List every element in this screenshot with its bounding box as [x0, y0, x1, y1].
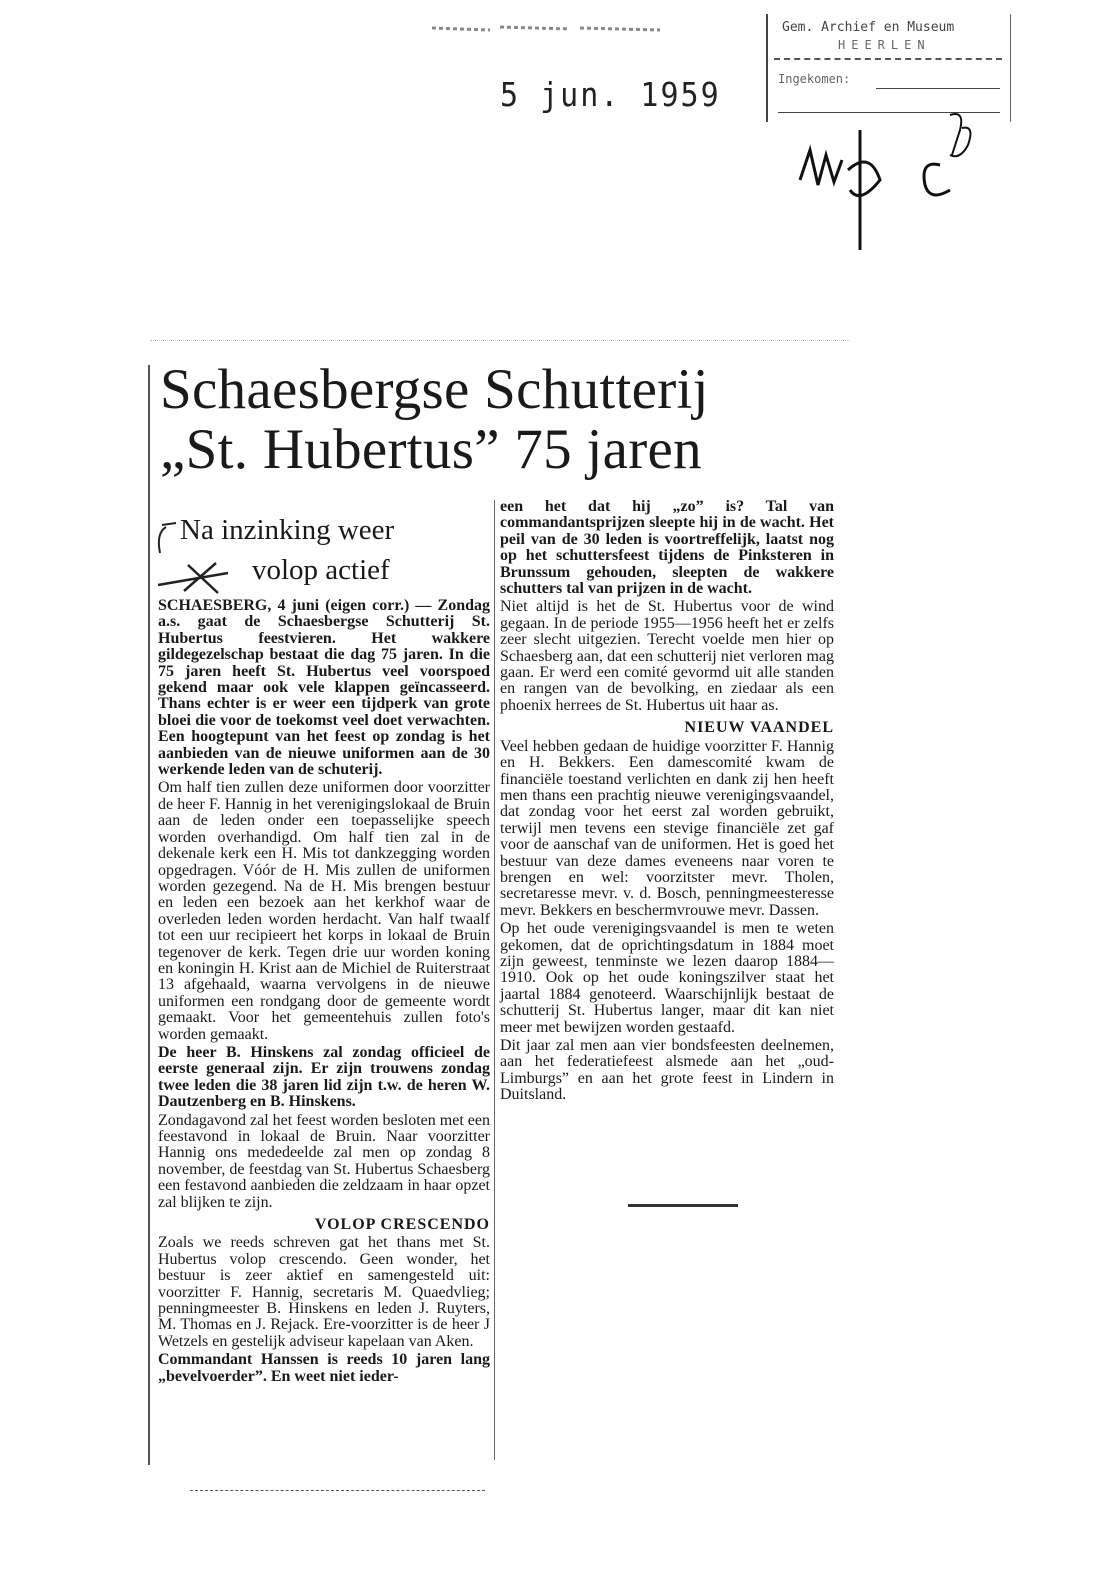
- paragraph: Op het oude verenigingsvaandel is men te weten gekomen, dat de oprichtingsdatum in 1884 moet zijn geweest, tenminste we lezen daarop 1884—1910. Ook op het oude koningszilver staat het jaartal 1884 genoteerd. Waarschijnlijk bestaat de schutterij St. Hubertus langer, maar dit kan niet meer met bewijzen worden gestaafd.: [500, 920, 834, 1036]
- subhead-line-2: volop actief: [252, 554, 390, 586]
- paragraph: Veel hebben gedaan de huidige voorzitter F. Hannig en H. Bekkers. Een damescomité kwam de financiële toestand verlichten en dank zij hen heeft men thans een prachtig nieuwe verenigingsvaandel, dat zondag voor het eerst zal worden gebruikt, terwijl men tevens een stevige financiële zet gaf voor de aanschaf van de uniformen. Het is goed het bestuur van deze dames eveneens naar voren te brengen en wel: voorzitster mevr. Tholen, secretaresse mevr. v. d. Bosch, penningmeesteresse mevr. Bekkers en beschermvrouwe mevr. Dassen.: [500, 737, 834, 919]
- subhead-line-1: Na inzinking weer: [180, 514, 395, 546]
- archive-stamp-field-line: [876, 88, 1000, 89]
- paragraph: Zondagavond zal het feest worden besloten met een feestavond in lokaal de Bruin. Naar voorzitter Hannig ons mededeelde zal men op zondag 8 november, de feestdag van St. Hubertus Schaesberg een festavond aanbieden die zeldzaam in haar opzet zal blijken te zijn.: [158, 1111, 490, 1211]
- paragraph: een het dat hij „zo” is? Tal van commandantsprijzen sleepte hij in de wacht. Het peil van de 30 leden is voortreffelijk, laatst nog op het schuttersfeest tijdens de Pinksteren in Brunssum gehouden, sleepten de wakkere schutters tal van prijzen in de wacht.: [500, 498, 834, 598]
- faded-stamp-text: [430, 18, 670, 42]
- archive-stamp-divider: [774, 58, 1002, 60]
- paragraph: De heer B. Hinskens zal zondag officieel de eerste generaal zijn. Er zijn trouwens zondag twee leden die 38 jaren lid zijn t.w. de heren W. Dautzenberg en B. Hinskens.: [158, 1043, 490, 1111]
- paragraph: Niet altijd is het de St. Hubertus voor de wind gegaan. In de periode 1955—1956 heeft het er zelfs zeer slecht uitgezien. Terecht voelde men hier op Schaesberg aan, dat een schutterij niet verloren mag gaan. Er werd een comité gevormd uit alle standen en rangen van de bevolking, en ziedaar als een phoenix herrees de St. Hubertus uit haar as.: [500, 598, 834, 714]
- article-column-2: [500, 499, 834, 1106]
- paragraph: Zoals we reeds schreven gat het thans met St. Hubertus volop crescendo. Geen wonder, het bestuur is zeer aktief en samengesteld uit: voorzitter F. Hannig, secretaris M. Quaedvlieg; penningmeester B. Hinskens en leden J. Ruyters, M. Thomas en J. Rejack. Ere-voorzitter is de heer J Wetzels en gestelijk adviseur kapelaan van Aken.: [158, 1234, 490, 1350]
- archive-stamp-city: HEERLEN: [838, 38, 931, 52]
- section-heading: NIEUW VAANDEL: [684, 719, 834, 737]
- date-stamp: 5 jun. 1959: [500, 76, 721, 115]
- archive-stamp: [766, 14, 1011, 122]
- paragraph: Dit jaar zal men aan vier bondsfeesten deelnemen, aan het federatiefeest alsmede aan het „oud-Limburgs” en aan het grote feest in Lindern in Duitsland.: [500, 1037, 834, 1104]
- column-divider: [494, 500, 495, 1460]
- headline-line-1: Schaesbergse Schutterij: [160, 358, 709, 421]
- section-heading: VOLOP CRESCENDO: [314, 1216, 490, 1234]
- paragraph: SCHAESBERG, 4 juni (eigen corr.) — Zondag a.s. gaat de Schaesbergse Schutterij St. Hubertus feestvieren. Het wakkere gildegezelschap bestaat die dag 75 jaren. In die 75 jaren heeft St. Hubertus veel voorspoed gekend maar ook vele klappen geïncasseerd. Thans echter is er weer een tijdperk van grote bloei die voor de toekomst veel doet verwachten. Een hoogtepunt van het feest op zondag is het aanbieden van de nieuwe uniformen aan de 30 werkende leden van de schuterij.: [158, 597, 490, 779]
- article-end-rule: [628, 1204, 738, 1207]
- article-column-1: [158, 598, 490, 1387]
- archive-stamp-received-label: Ingekomen:: [778, 72, 851, 86]
- paragraph: Om half tien zullen deze uniformen door voorzitter de heer F. Hannig in het verenigingslokaal de Bruin aan de leden onder een toepasselijke speech worden overhandigd. Om half tien zal in de dekenale kerk een H. Mis tot dankzegging worden opgedragen. Vóór de H. Mis zullen de uniformen worden gezegend. Na de H. Mis brengen bestuur en leden een bezoek aan het kerkhof waar de overleden leden worden herdacht. Van half twaalf tot een uur recipieert het korps in lokaal de Bruin tegenover de kerk. Tegen drie uur worden koning en koningin H. Krist aan de Michiel de Ruiterstraat 13 afgehaald, waarna vervolgens in de nieuwe uniformen een rondgang door de gemeente wordt gemaakt. Voor het gemeentehuis zullen foto's worden gemaakt.: [158, 779, 490, 1043]
- article-headline: [160, 360, 840, 480]
- clipping-top-edge: [150, 340, 850, 341]
- handwritten-mark-icon: [148, 515, 238, 595]
- clipping-bottom-edge: [190, 1490, 485, 1491]
- archive-stamp-name: Gem. Archief en Museum: [782, 20, 955, 35]
- headline-line-2: „St. Hubertus” 75 jaren: [160, 418, 702, 481]
- paragraph: Commandant Hanssen is reeds 10 jaren lang „bevelvoerder”. En weet niet ieder-: [158, 1351, 490, 1385]
- handwritten-annotation-icon: [790, 110, 990, 260]
